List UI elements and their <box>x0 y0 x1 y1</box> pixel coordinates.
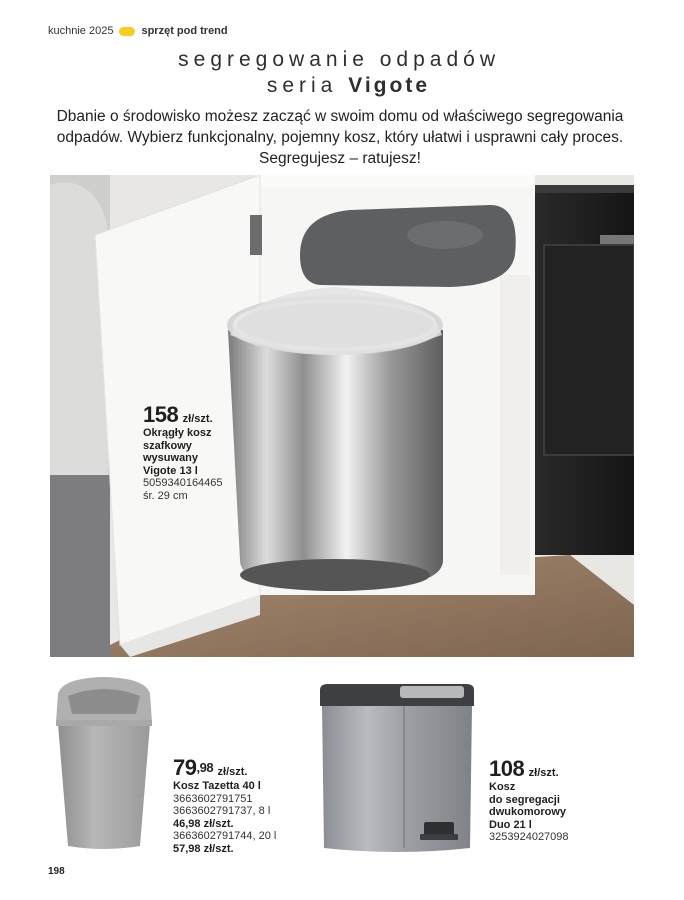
intro-line: Segregujesz – ratujesz! <box>259 150 421 167</box>
product-duo <box>489 758 569 844</box>
intro-line: odpadów. Wybierz funkcjonalny, pojemny kosz, który ułatwi i usprawni cały proces. <box>56 129 624 146</box>
product-price-variant: 46,98 zł/szt. <box>173 817 234 830</box>
product-name-line: Okrągły kosz <box>143 427 212 439</box>
unit-vigote: zł/szt. <box>182 413 213 425</box>
product-ean: 3253924027098 <box>489 831 569 843</box>
price-tazetta-decimals: ,98 <box>196 760 214 775</box>
product-tazetta <box>173 757 276 855</box>
product-ean: 3663602791751 <box>173 792 253 805</box>
breadcrumb-section: kuchnie 2025 <box>48 25 114 37</box>
title-prefix: seria <box>266 74 338 97</box>
intro-line: Dbanie o środowisko możesz zacząć w swoim domu od właściwego segregowania <box>56 108 624 125</box>
product-vigote <box>143 404 223 502</box>
hero-photo <box>50 175 634 657</box>
product-name-line: Duo 21 l <box>489 818 532 831</box>
product-ean-variant: 3663602791737, 8 l <box>173 805 271 817</box>
breadcrumb-separator-pill <box>119 27 135 36</box>
unit-tazetta: zł/szt. <box>217 766 248 778</box>
page-title-line2 <box>0 74 684 98</box>
product-price-variant: 57,98 zł/szt. <box>173 842 234 855</box>
product-name-line: Kosz <box>489 781 516 793</box>
product-name-line: Vigote 13 l <box>143 464 198 477</box>
unit-duo: zł/szt. <box>528 767 559 779</box>
breadcrumb <box>48 25 228 37</box>
product-name-line: szafkowy <box>143 439 192 452</box>
product-name-line: wysuwany <box>143 452 199 464</box>
product-name-line: dwukomorowy <box>489 806 567 818</box>
product-name-line: do segregacji <box>489 793 560 806</box>
intro-text <box>40 106 640 169</box>
page-number: 198 <box>48 866 65 877</box>
tazetta-bin-image <box>48 674 160 854</box>
price-vigote: 158 <box>143 402 179 427</box>
product-ean: 5059340164465 <box>143 477 223 489</box>
breadcrumb-current: sprzęt pod trend <box>141 25 228 37</box>
price-tazetta: 79 <box>173 755 197 780</box>
title-series: Vigote <box>348 74 430 97</box>
product-size: śr. 29 cm <box>143 489 188 502</box>
duo-bin-image <box>312 680 482 860</box>
price-duo: 108 <box>489 756 525 781</box>
product-name: Kosz Tazetta 40 l <box>173 780 261 792</box>
product-ean-variant: 3663602791744, 20 l <box>173 830 277 842</box>
page-title-line1: segregowanie odpadów <box>178 48 500 71</box>
